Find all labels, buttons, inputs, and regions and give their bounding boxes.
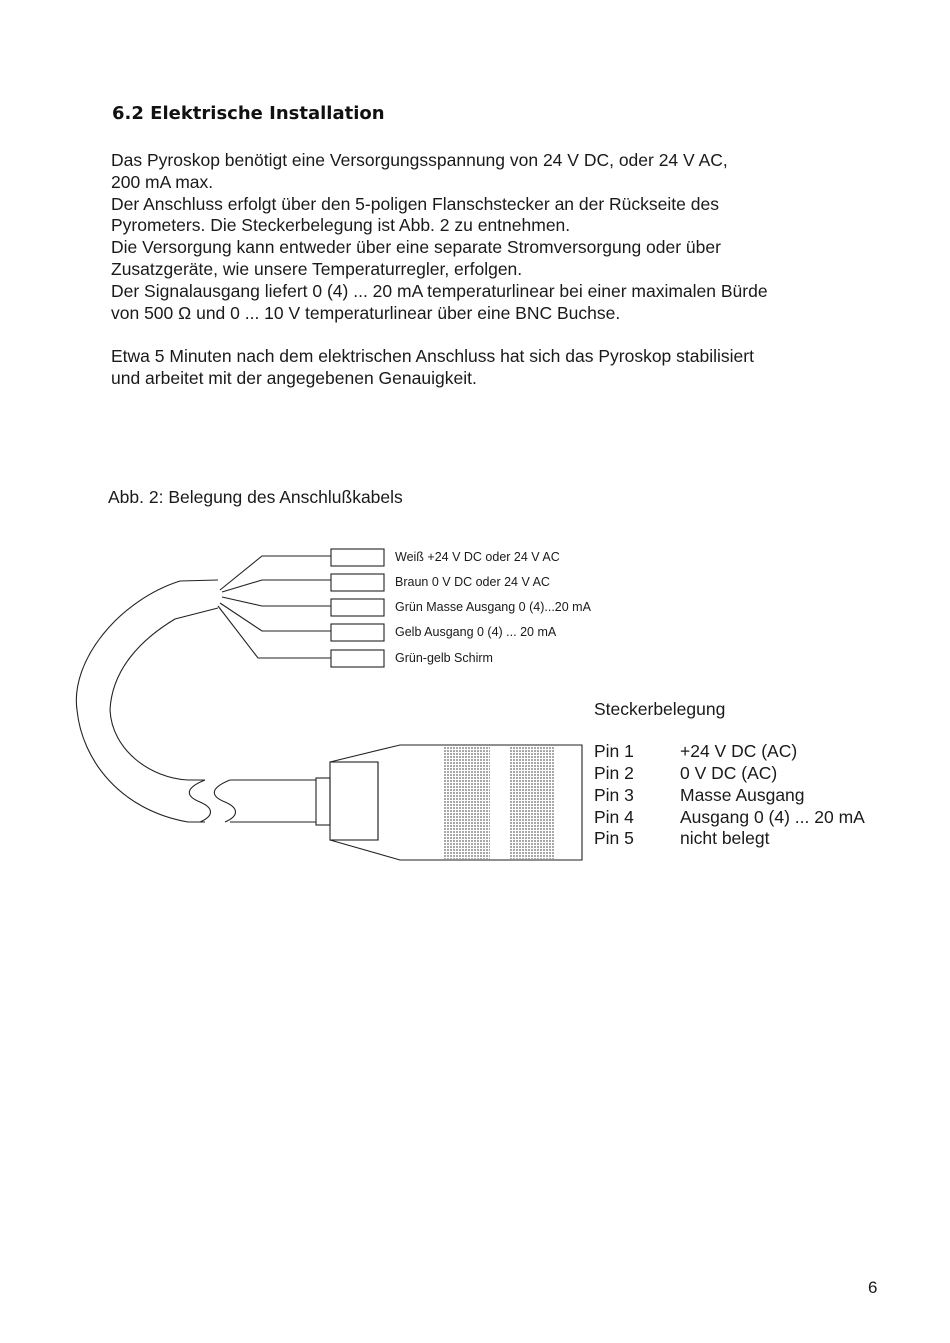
text-line: Der Anschluss erfolgt über den 5-poligen Flanschstecker an der Rückseite des: [111, 193, 719, 214]
connector-band-2: [509, 746, 555, 859]
wire-5: [218, 606, 331, 658]
wire-terminal-5: [331, 650, 384, 667]
pin-label: Pin 3: [594, 785, 634, 805]
figure-caption: Abb. 2: Belegung des Anschlußkabels: [108, 487, 403, 507]
text-line: 200 mA max.: [111, 171, 214, 192]
pin-description: Masse Ausgang: [680, 785, 805, 805]
text-line: Zusatzgeräte, wie unsere Temperaturregler, erfolgen.: [111, 258, 523, 279]
wire-terminal-2: [331, 574, 384, 591]
wire-label: Grün Masse Ausgang 0 (4)...20 mA: [395, 600, 591, 614]
break-mark-left: [189, 780, 210, 822]
paragraph-warmup: [111, 346, 871, 390]
cable-to-connector: [230, 780, 316, 822]
cable-inner: [110, 608, 218, 780]
wire-3: [222, 597, 331, 606]
pin-label: Pin 4: [594, 807, 634, 827]
pin-description: 0 V DC (AC): [680, 763, 778, 783]
wire-label: Gelb Ausgang 0 (4) ... 20 mA: [395, 625, 557, 639]
text-line: Die Versorgung kann entweder über eine separate Stromversorgung oder über: [111, 237, 721, 258]
wire-label: Weiß +24 V DC oder 24 V AC: [395, 550, 560, 564]
wire-label: Braun 0 V DC oder 24 V AC: [395, 575, 550, 589]
connector-flange: [316, 778, 330, 825]
text-line: Etwa 5 Minuten nach dem elektrischen Anschluss hat sich das Pyroskop stabilisiert: [111, 346, 754, 366]
break-mark-right: [214, 780, 235, 822]
pin-description: +24 V DC (AC): [680, 741, 798, 761]
text-line: Das Pyroskop benötigt eine Versorgungsspannung von 24 V DC, oder 24 V AC,: [111, 150, 728, 170]
wire-label: Grün-gelb Schirm: [395, 651, 493, 665]
page-number: 6: [868, 1278, 878, 1297]
wire-terminal-3: [331, 599, 384, 616]
wire-4: [220, 603, 331, 631]
pin-description: nicht belegt: [680, 828, 770, 848]
paragraph-power-supply: [111, 150, 871, 324]
text-line: Pyrometers. Die Steckerbelegung ist Abb. 2 zu entnehmen.: [111, 215, 571, 236]
connector-neck: [330, 762, 378, 840]
connector-band-1: [444, 746, 490, 859]
cable-diagram: [0, 540, 950, 880]
wire-2: [222, 580, 331, 592]
section-heading: 6.2 Elektrische Installation: [112, 103, 385, 124]
text-line: Der Signalausgang liefert 0 (4) ... 20 mA temperaturlinear bei einer maximalen Bürde: [111, 280, 768, 301]
pin-label: Pin 1: [594, 741, 634, 761]
pin-label: Pin 2: [594, 763, 634, 783]
wire-terminal-1: [331, 549, 384, 566]
pinout-title: Steckerbelegung: [594, 699, 726, 719]
wire-1: [220, 556, 331, 590]
cable-outer: [76, 580, 218, 822]
pin-description: Ausgang 0 (4) ... 20 mA: [680, 807, 865, 827]
wire-terminal-4: [331, 624, 384, 641]
text-line: und arbeitet mit der angegebenen Genauigkeit.: [111, 367, 477, 388]
text-line: von 500 Ω und 0 ... 10 V temperaturlinear über eine BNC Buchse.: [111, 302, 621, 323]
pin-label: Pin 5: [594, 828, 634, 848]
